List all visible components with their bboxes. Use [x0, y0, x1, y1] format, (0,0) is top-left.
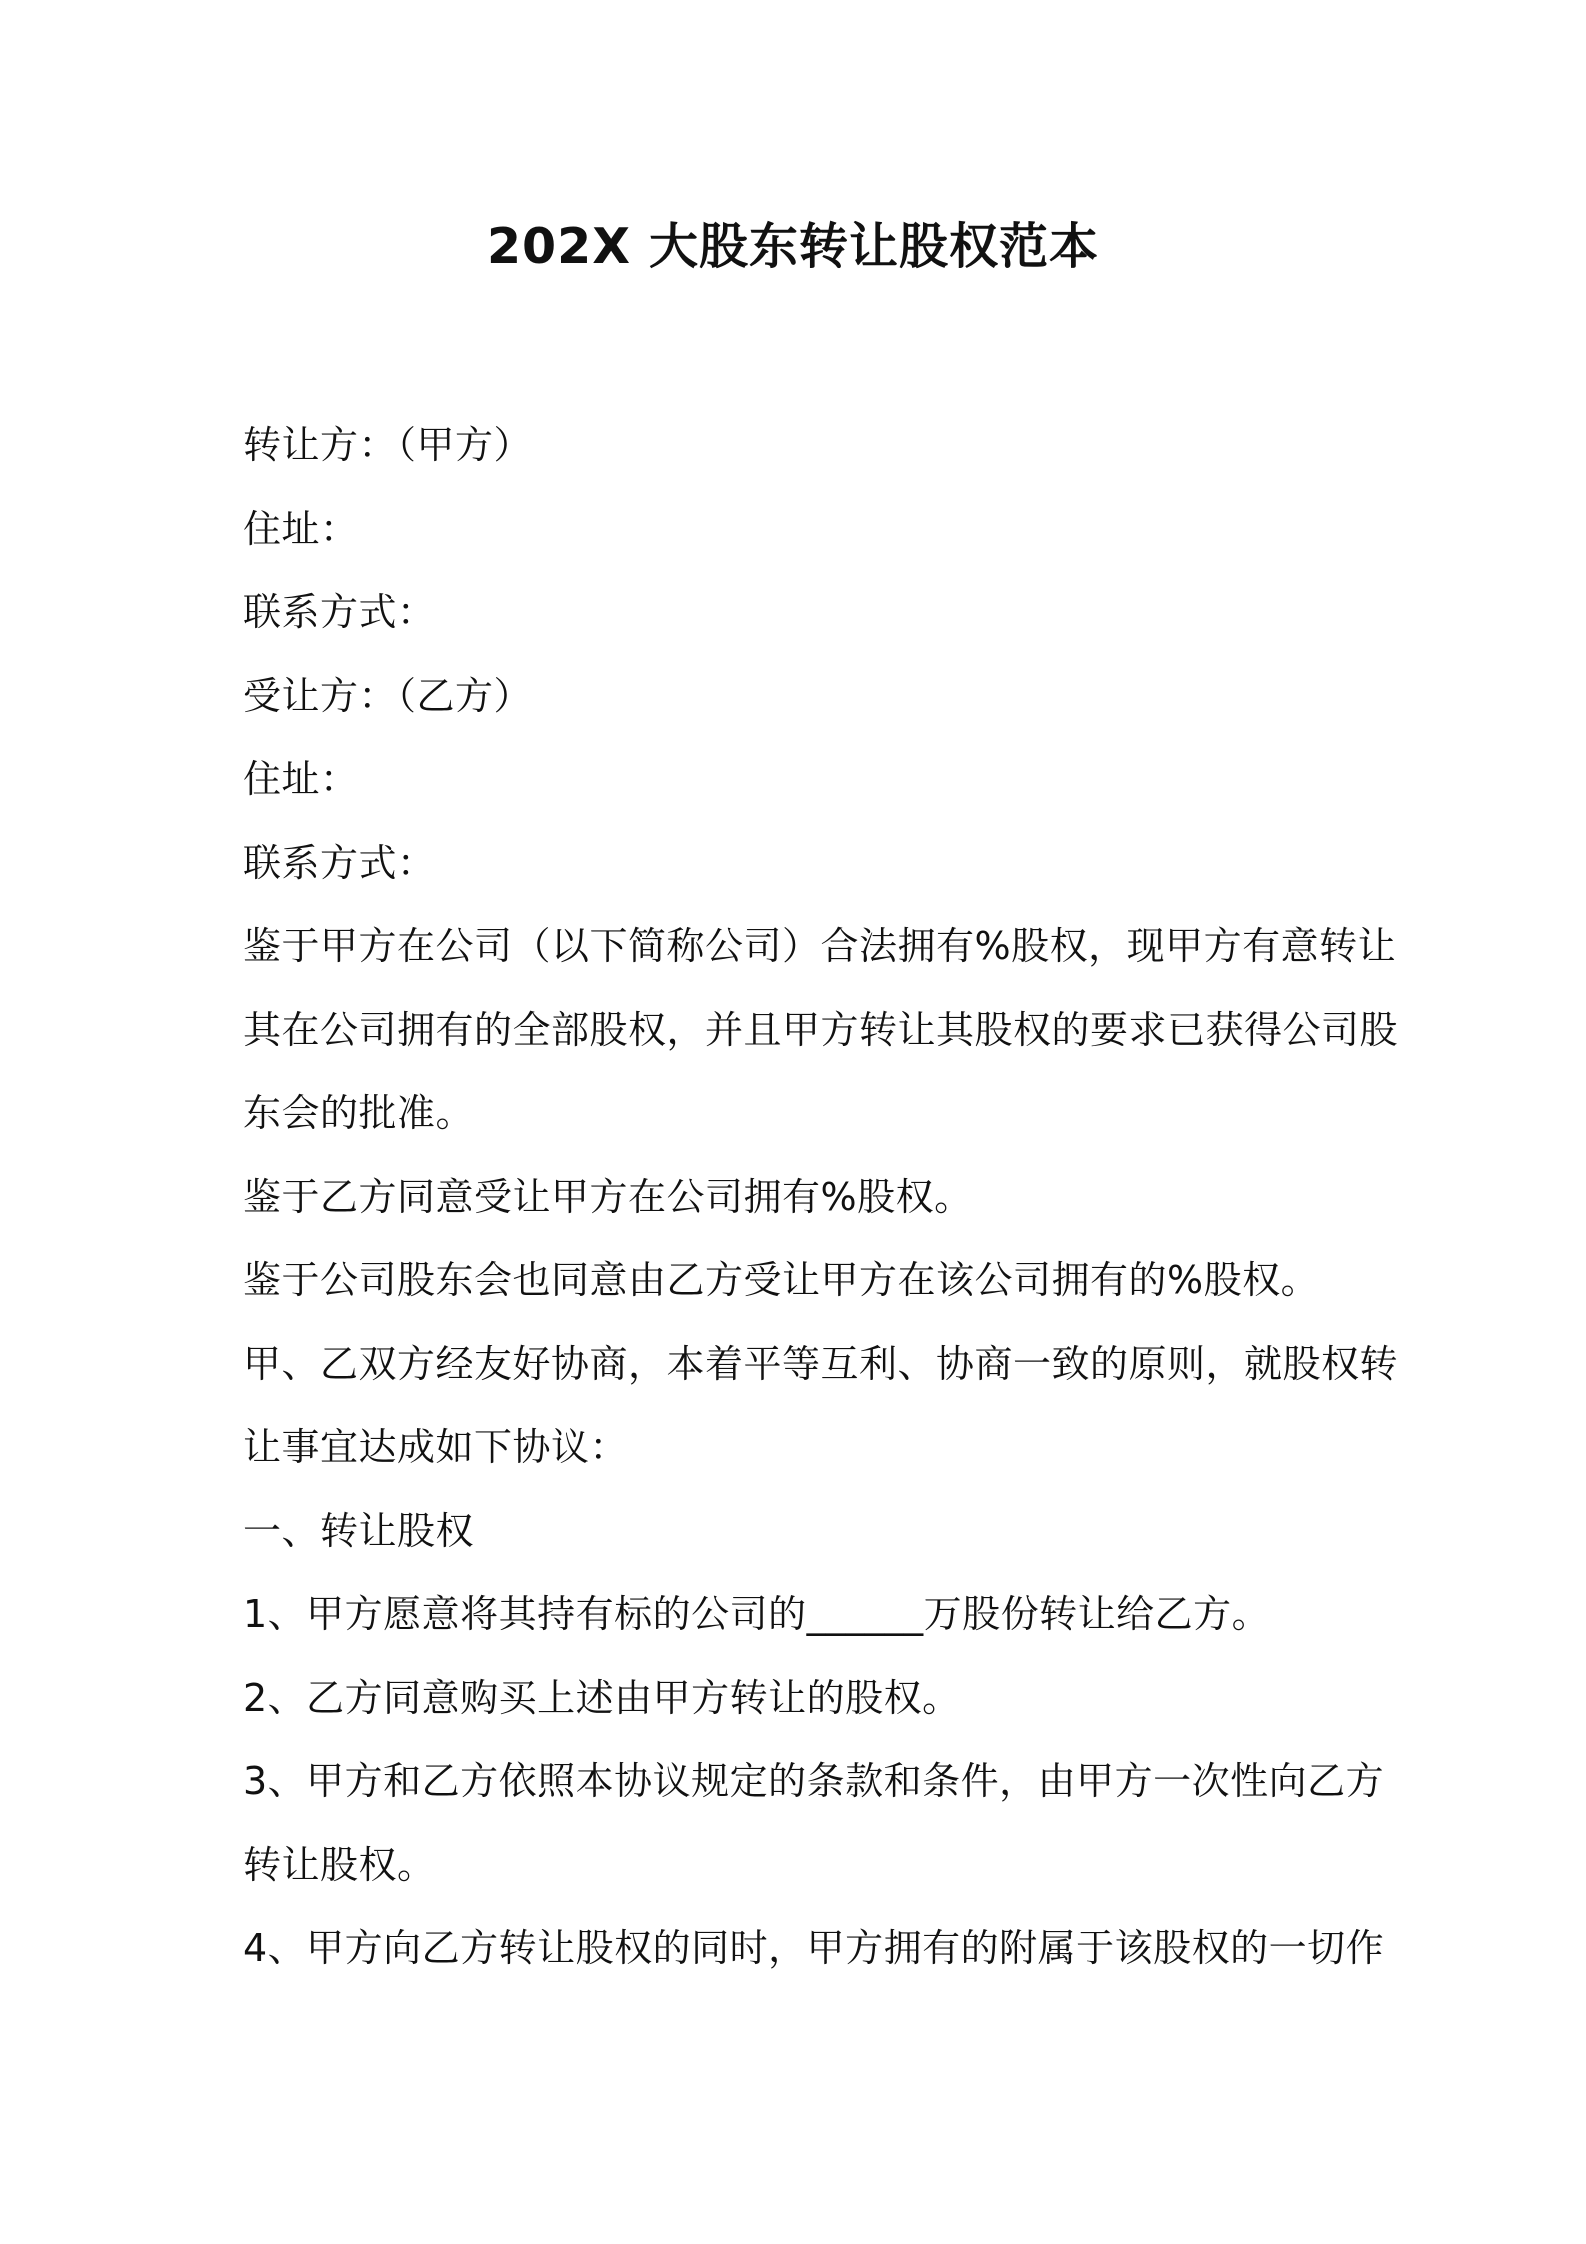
document-body: [243, 404, 1399, 1991]
transferor-address-line: 住址：: [243, 506, 359, 551]
transferor-line: 转让方：（甲方）: [243, 423, 533, 467]
transferee-line: 受让方：（乙方）: [243, 673, 533, 718]
agreement-intro-line: 让事宜达成如下协议：: [243, 1425, 629, 1469]
transferor-contact-line: 联系方式：: [243, 590, 436, 634]
section-heading: 一、转让股权: [243, 1508, 475, 1553]
recital-line: 鉴于乙方同意受让甲方在公司拥有%股权。: [243, 1174, 973, 1219]
clause-line: 2、乙方同意购买上述由甲方转让的股权。: [243, 1675, 961, 1720]
recital-line: 鉴于甲方在公司（以下简称公司）合法拥有%股权，现甲方有意转让: [243, 924, 1397, 968]
recital-line: 东会的批准。: [243, 1091, 475, 1135]
recital-line: 其在公司拥有的全部股权，并且甲方转让其股权的要求已获得公司股: [243, 1007, 1399, 1052]
clause-line: 3、甲方和乙方依照本协议规定的条款和条件，由甲方一次性向乙方: [243, 1759, 1385, 1803]
agreement-intro-line: 甲、乙双方经友好协商，本着平等互利、协商一致的原则，就股权转: [243, 1341, 1399, 1386]
transferee-address-line: 住址：: [243, 757, 359, 801]
recital-line: 鉴于公司股东会也同意由乙方受让甲方在该公司拥有的%股权。: [243, 1258, 1320, 1302]
document-title: 202X 大股东转让股权范本: [486, 218, 1100, 275]
transferee-contact-line: 联系方式：: [243, 840, 436, 885]
clause-line: 1、甲方愿意将其持有标的公司的______万股份转让给乙方。: [243, 1592, 1271, 1636]
clause-line: 4、甲方向乙方转让股权的同时，甲方拥有的附属于该股权的一切作: [243, 1926, 1385, 1970]
clause-line: 转让股权。: [243, 1842, 436, 1887]
